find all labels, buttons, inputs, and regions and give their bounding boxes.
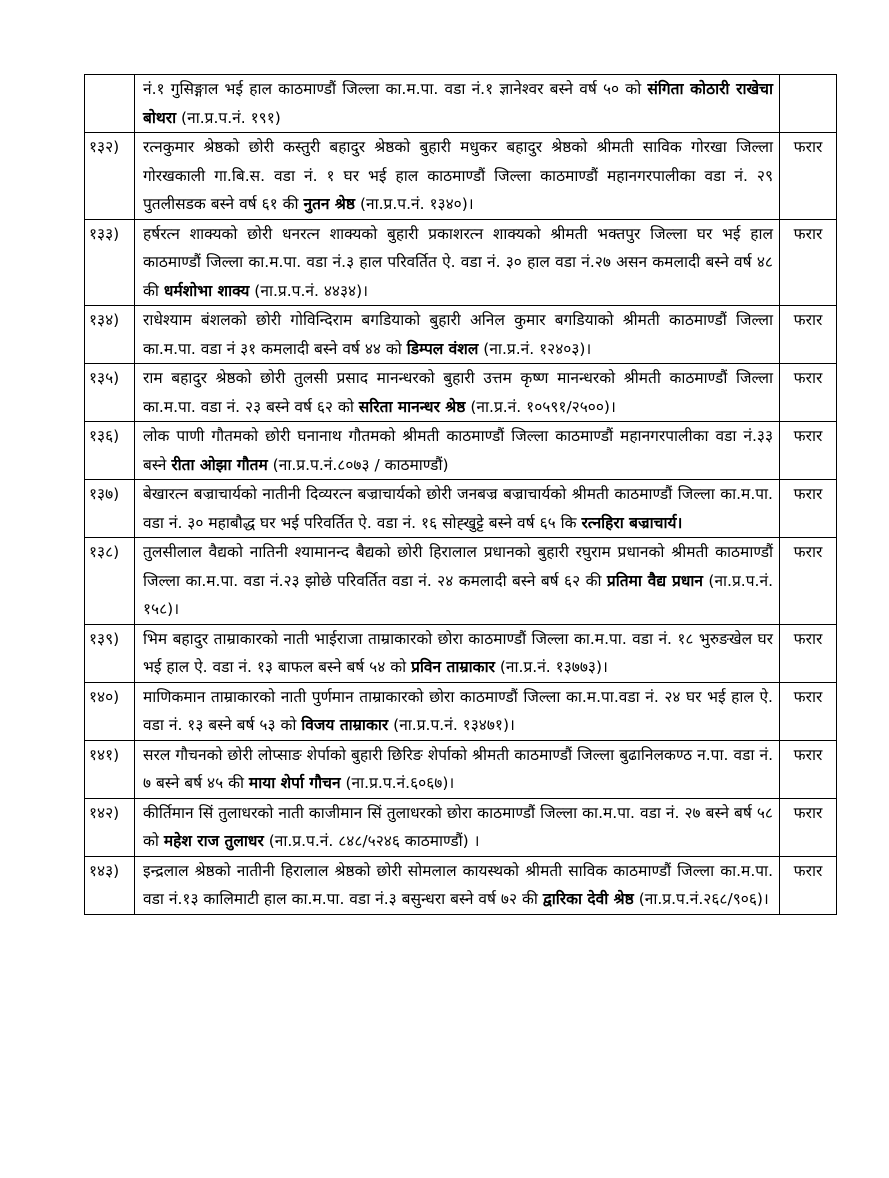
- citizenship-info: (ना.प्र.प.नं. ८४८/५२४६ काठमाण्डौं) ।: [263, 832, 480, 850]
- person-description: [135, 538, 780, 625]
- citizenship-info: (ना.प्र.नं. १०५९१/२५००)।: [465, 397, 616, 416]
- serial-number: १३७): [85, 480, 135, 538]
- serial-number: १३८): [85, 538, 135, 625]
- description-text: बेखारत्न बज्राचार्यको नातीनी दिव्यरत्न बज्राचार्यको छोरी जनबज्र बज्राचार्यको श्रीमती काठमाण्डौं जिल्ला का.म.पा. वडा नं. ३० महाबौद्ध घर भई परिवर्तित ऐ. वडा नं. १६ सोह्खुट्टे बस्ने वर्ष ६५ कि: [143, 485, 773, 532]
- person-description: [135, 219, 780, 306]
- description-text: रत्नकुमार श्रेष्ठको छोरी कस्तुरी बहादुर श्रेष्ठको बुहारी मधुकर बहादुर श्रेष्ठको श्रीमती साविक गोरखा जिल्ला गोरखकाली गा.बि.स. वडा नं. १ घर भई हाल काठमाण्डौं जिल्ला काठमाण्डौं महानगरपालीका वडा नं. २९ पुतलीसडक बस्ने वर्ष ६१ की: [143, 138, 773, 213]
- description-text: राधेश्याम बंशलको छोरी गोविन्दिराम बगडियाको बुहारी अनिल कुमार बगडियाको श्रीमती काठमाण्डौं जिल्ला का.म.पा. वडा नं ३१ कमलादी बस्ने वर्ष ४४ को: [143, 311, 773, 358]
- person-name: प्रविन ताम्राकार: [411, 658, 495, 676]
- person-description: [135, 798, 780, 856]
- serial-number: १४०): [85, 682, 135, 740]
- person-name: डिम्पल वंशल: [406, 339, 479, 358]
- person-description: [135, 624, 780, 682]
- table-row: [85, 682, 837, 740]
- description-text: नं.१ गुसिङ्गाल भई हाल काठमाण्डौं जिल्ला का.म.पा. वडा नं.१ ज्ञानेश्वर बस्ने वर्ष ५० को: [143, 80, 648, 98]
- person-name: सरिता मानन्धर श्रेष्ठ: [358, 397, 466, 416]
- person-name: प्रतिमा वैद्य प्रधान: [606, 571, 703, 590]
- citizenship-info: (ना.प्र.प.नं. १३४०)।: [355, 195, 474, 213]
- serial-number: १३३): [85, 219, 135, 306]
- person-description: [135, 480, 780, 538]
- serial-number: १३६): [85, 422, 135, 480]
- person-description: [135, 306, 780, 364]
- person-description: [135, 682, 780, 740]
- citizenship-info: (ना.प्र.नं. १२४०३)।: [478, 339, 592, 358]
- description-text: कीर्तिमान सिं तुलाधरको नाती काजीमान सिं तुलाधरको छोरा काठमाण्डौं जिल्ला का.म.पा. वडा नं. २७ बस्ने बर्ष ५८ को: [143, 803, 773, 850]
- table-row: [85, 306, 837, 364]
- serial-number: १३४): [85, 306, 135, 364]
- description-text: भिम बहादुर ताम्राकारको नाती भाईराजा ताम्राकारको छोरा काठमाण्डौं जिल्ला का.म.पा. वडा नं. १८ भुरुङखेल घर भई हाल ऐ. वडा नं. १३ बाफल बस्ने बर्ष ५४ को: [143, 629, 773, 676]
- status-cell: फरार: [780, 364, 837, 422]
- status-cell: फरार: [780, 133, 837, 220]
- person-name: नुतन श्रेष्ठ: [303, 195, 356, 213]
- table-row: [85, 624, 837, 682]
- description-text: हर्षरत्न शाक्यको छोरी धनरत्न शाक्यको बुहारी प्रकाशरत्न शाक्यको श्रीमती भक्तपुर जिल्ला घर भई हाल काठमाण्डौं जिल्ला का.म.पा. वडा नं.३ हाल परिवर्तित ऐ. वडा नं. ३० हाल वडा नं.२७ असन कमलादी बस्ने वर्ष ४८ की: [143, 224, 773, 300]
- table-row: [85, 133, 837, 220]
- table-row: [85, 480, 837, 538]
- status-cell: फरार: [780, 682, 837, 740]
- person-name: धर्मशोभा शाक्य: [163, 281, 250, 300]
- serial-number: १३२): [85, 133, 135, 220]
- citizenship-info: (ना.प्र.प.नं.२६८/९०६)।: [633, 890, 769, 908]
- description-text: तुलसीलाल वैद्यको नातिनी श्यामानन्द बैद्यको छोरी हिरालाल प्रधानको बुहारी रघुराम प्रधानको श्रीमती काठमाण्डौं जिल्ला का.म.पा. वडा नं.२३ झोछे परिवर्तित वडा नं. २४ कमलादी बस्ने बर्ष ६२ की: [143, 543, 773, 590]
- table-row: [85, 364, 837, 422]
- citizenship-info: (ना.प्र.प.नं. १३४७१)।: [388, 716, 515, 734]
- table-row: [85, 740, 837, 798]
- citizenship-info: (ना.प्र.प.नं. १५८)।: [143, 571, 773, 618]
- table-row: [85, 422, 837, 480]
- description-text: सरल गौचनको छोरी लोप्साङ शेर्पाको बुहारी छिरिङ शेर्पाको श्रीमती काठमाण्डौं जिल्ला बुढानिलकण्ठ न.पा. वडा नं. ७ बस्ने बर्ष ४५ की: [143, 745, 773, 792]
- status-cell: फरार: [780, 480, 837, 538]
- status-cell: फरार: [780, 538, 837, 625]
- serial-number: १४२): [85, 798, 135, 856]
- serial-number: १३५): [85, 364, 135, 422]
- serial-number: १४१): [85, 740, 135, 798]
- citizenship-info: (ना.प्र.प.नं.८०७३ / काठमाण्डौं): [267, 455, 449, 474]
- person-name: महेश राज तुलाधर: [163, 832, 264, 850]
- citizenship-info: (ना.प्र.प.नं. ४४३४)।: [249, 281, 368, 300]
- person-name: माया शेर्पा गौचन: [248, 774, 341, 792]
- status-cell: फरार: [780, 219, 837, 306]
- table-row: [85, 219, 837, 306]
- status-cell: फरार: [780, 624, 837, 682]
- person-description: [135, 133, 780, 220]
- person-name: विजय ताम्राकार: [301, 716, 389, 734]
- description-text: राम बहादुर श्रेष्ठको छोरी तुलसी प्रसाद मानन्धरको बुहारी उत्तम कृष्ण मानन्धरको श्रीमती काठमाण्डौं जिल्ला का.म.पा. वडा नं. २३ बस्ने वर्ष ६२ को: [143, 369, 773, 416]
- person-name: रीता ओझा गौतम: [171, 455, 268, 474]
- description-text: माणिकमान ताम्राकारको नाती पुर्णमान ताम्राकारको छोरा काठमाण्डौं जिल्ला का.म.पा.वडा नं. २४ घर भई हाल ऐ. वडा नं. १३ बस्ने बर्ष ५३ को: [143, 687, 773, 734]
- table-row: [85, 538, 837, 625]
- status-cell: फरार: [780, 856, 837, 914]
- person-description: [135, 740, 780, 798]
- records-table: [84, 74, 837, 915]
- person-description: [135, 75, 780, 133]
- status-cell: फरार: [780, 740, 837, 798]
- citizenship-info: (ना.प्र.नं. १३७७३)।: [494, 658, 608, 676]
- person-description: [135, 364, 780, 422]
- serial-number: [85, 75, 135, 133]
- person-description: [135, 422, 780, 480]
- table-row: [85, 798, 837, 856]
- citizenship-info: (ना.प्र.प.नं. १९१): [176, 108, 281, 127]
- status-cell: फरार: [780, 306, 837, 364]
- citizenship-info: (ना.प्र.प.नं.६०६७)।: [340, 774, 455, 792]
- serial-number: १३९): [85, 624, 135, 682]
- person-name: संगिता कोठारी राखेचा बोथरा: [143, 80, 773, 127]
- status-cell: [780, 75, 837, 133]
- status-cell: फरार: [780, 422, 837, 480]
- person-name: द्वारिका देवी श्रेष्ठ: [542, 890, 634, 908]
- description-text: लोक पाणी गौतमको छोरी घनानाथ गौतमको श्रीमती काठमाण्डौं जिल्ला काठमाण्डौं महानगरपालीका वडा नं.३३ बस्ने: [143, 427, 773, 474]
- table-row: [85, 856, 837, 914]
- description-text: इन्द्रलाल श्रेष्ठको नातीनी हिरालाल श्रेष्ठको छोरी सोमलाल कायस्थको श्रीमती साविक काठमाण्डौं जिल्ला का.म.पा. वडा नं.१३ कालिमाटी हाल का.म.पा. वडा नं.३ बसुन्धरा बस्ने वर्ष ७२ की: [143, 861, 773, 908]
- person-description: [135, 856, 780, 914]
- serial-number: १४३): [85, 856, 135, 914]
- person-name: रत्नहिरा बज्राचार्य।: [581, 513, 683, 532]
- table-row: [85, 75, 837, 133]
- status-cell: फरार: [780, 798, 837, 856]
